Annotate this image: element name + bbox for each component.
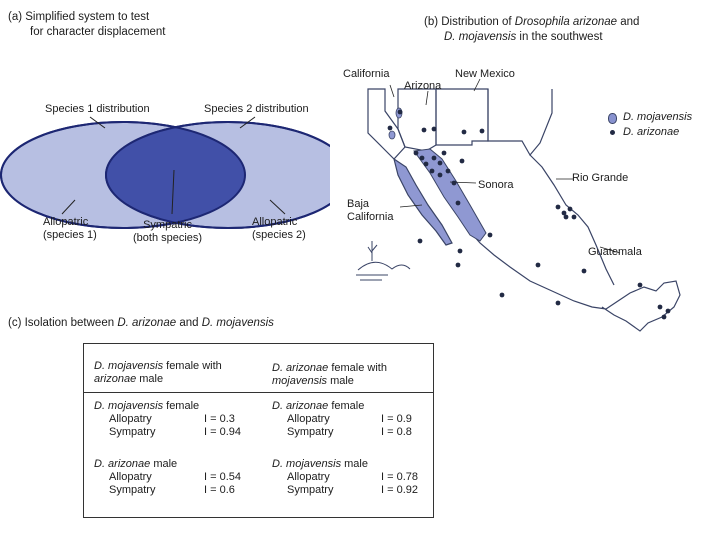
arizonae-occurrence-dot (418, 239, 423, 244)
arizonae-occurrence-dot (446, 169, 451, 174)
arizonae-occurrence-dot (442, 151, 447, 156)
sympatric-label (133, 219, 202, 245)
panel-b-caption-prefix: (b) Distribution of (424, 16, 515, 28)
arizonae-occurrence-dot (388, 126, 393, 131)
arizonae-occurrence-dot (432, 156, 437, 161)
col1-header-text2: male (136, 373, 164, 385)
row-value: I = 0.94 (204, 426, 242, 438)
panel-b-caption (424, 15, 639, 45)
block-sex: female (163, 400, 200, 412)
table-block (94, 458, 242, 497)
panel-b-caption-species2: D. mojavensis (444, 31, 517, 43)
arizonae-occurrence-dot (638, 283, 643, 288)
row-label: Sympatry (287, 484, 334, 496)
arizonae-occurrence-dot (582, 269, 587, 274)
table-block (272, 400, 412, 439)
panel-c-caption-sp2: D. mojavensis (201, 317, 274, 329)
col2-header-species2: mojavensis (272, 375, 328, 387)
col1-header (94, 360, 222, 386)
arizonae-occurrence-dot (460, 159, 465, 164)
arizonae-occurrence-dot (398, 110, 403, 115)
arizonae-occurrence-dot (414, 151, 419, 156)
species1-distribution-label: Species 1 distribution (45, 103, 150, 115)
col1-header-species: D. mojavensis (94, 360, 164, 372)
panel-c-caption-and: and (176, 317, 202, 329)
panel-b-caption-and: and (617, 16, 640, 28)
arizonae-occurrence-dot (462, 130, 467, 135)
row-label: Allopatry (287, 413, 330, 425)
allopatric2-line2: (species 2) (252, 229, 306, 241)
map-label-guatemala: Guatemala (588, 246, 642, 258)
row-value: I = 0.8 (381, 426, 412, 438)
map-label-arizona: Arizona (404, 80, 442, 92)
arizonae-occurrence-dot (572, 215, 577, 220)
table-block (272, 458, 419, 497)
california-range-patch (389, 131, 395, 139)
map-label-new-mexico: New Mexico (455, 68, 515, 80)
new-mexico-outline (436, 89, 488, 145)
block-species: D. arizonae (94, 458, 151, 470)
map-label-baja (347, 198, 393, 224)
arizonae-occurrence-dot (480, 129, 485, 134)
block-species: D. mojavensis (272, 458, 342, 470)
col2-header-text2: male (327, 375, 354, 387)
mojavensis-range-swatch-icon (608, 113, 617, 124)
legend-label-mojavensis: D. mojavensis (623, 111, 693, 123)
arizonae-occurrence-dot (430, 169, 435, 174)
allopatric1-line2: (species 1) (43, 229, 97, 241)
allopatric1-line1: Allopatric (43, 216, 89, 228)
distribution-map (330, 55, 705, 335)
arizonae-occurrence-dot (536, 263, 541, 268)
table-block (94, 400, 242, 439)
arizonae-occurrence-dot (458, 249, 463, 254)
allopatric2-label (252, 216, 306, 242)
arizonae-occurrence-dot (568, 207, 573, 212)
sympatric-line1: Sympatric (143, 219, 192, 231)
col2-header (272, 362, 387, 388)
table-divider (84, 392, 433, 393)
arizonae-occurrence-dot (438, 161, 443, 166)
row-value: I = 0.92 (381, 484, 419, 496)
legend-label-arizonae: D. arizonae (623, 126, 680, 138)
panel-a-caption-line2: for character displacement (30, 26, 166, 38)
sympatric-line2: (both species) (133, 232, 203, 244)
arizonae-dot-icon (610, 130, 615, 135)
block-sex: male (341, 458, 368, 470)
row-value: I = 0.78 (381, 471, 419, 483)
map-label-california: California (343, 68, 390, 80)
species2-distribution-label: Species 2 distribution (204, 103, 309, 115)
allopatric2-line1: Allopatric (252, 216, 298, 228)
arizonae-occurrence-dot (666, 309, 671, 314)
arizonae-occurrence-dot (658, 305, 663, 310)
arizonae-occurrence-dot (556, 301, 561, 306)
col2-header-text: female with (328, 362, 387, 374)
arizonae-occurrence-dot (488, 233, 493, 238)
panel-b-caption-genus: Drosophila arizonae (514, 16, 618, 28)
arizonae-occurrence-dot (456, 263, 461, 268)
row-value: I = 0.6 (204, 484, 235, 496)
block-species: D. mojavensis (94, 400, 164, 412)
panel-c-caption-prefix: (c) Isolation between (8, 317, 118, 329)
row-label: Sympatry (287, 426, 334, 438)
arizonae-occurrence-dot (424, 162, 429, 167)
arizonae-occurrence-dot (438, 173, 443, 178)
california-outline (368, 89, 405, 159)
row-label: Allopatry (287, 471, 330, 483)
arizonae-occurrence-dot (452, 181, 457, 186)
col1-header-text: female with (163, 360, 222, 372)
panel-a-caption-line1: (a) Simplified system to test (8, 11, 150, 23)
arizonae-occurrence-dot (500, 293, 505, 298)
arizonae-occurrence-dot (420, 156, 425, 161)
block-sex: female (328, 400, 365, 412)
allopatric1-label (43, 216, 97, 242)
row-label: Sympatry (109, 484, 156, 496)
panel-c-caption (8, 316, 274, 331)
arizonae-occurrence-dot (456, 201, 461, 206)
arizonae-occurrence-dot (432, 127, 437, 132)
panel-c-caption-sp1: D. arizonae (117, 317, 177, 329)
map-label-baja-line2: California (347, 211, 394, 223)
block-sex: male (150, 458, 178, 470)
arizonae-occurrence-dot (556, 205, 561, 210)
arizonae-occurrence-dot (564, 215, 569, 220)
panel-b-caption-suffix: in the southwest (516, 31, 603, 43)
texas-outline (488, 89, 552, 155)
isolation-table (83, 343, 434, 518)
col2-header-species: D. arizonae (272, 362, 329, 374)
cactus-sketch (356, 241, 410, 280)
mexico-outline (426, 151, 680, 331)
map-label-rio-grande: Rio Grande (572, 172, 629, 184)
row-value: I = 0.3 (204, 413, 235, 425)
arizona-outline (398, 89, 436, 151)
row-label: Allopatry (109, 413, 152, 425)
row-label: Allopatry (109, 471, 152, 483)
arizonae-occurrence-dot (662, 315, 667, 320)
row-label: Sympatry (109, 426, 156, 438)
arizonae-occurrence-dot (422, 128, 427, 133)
row-value: I = 0.9 (381, 413, 412, 425)
row-value: I = 0.54 (204, 471, 242, 483)
map-label-baja-line1: Baja (347, 198, 370, 210)
block-species: D. arizonae (272, 400, 329, 412)
map-label-sonora: Sonora (478, 179, 514, 191)
col1-header-species2: arizonae (94, 373, 137, 385)
